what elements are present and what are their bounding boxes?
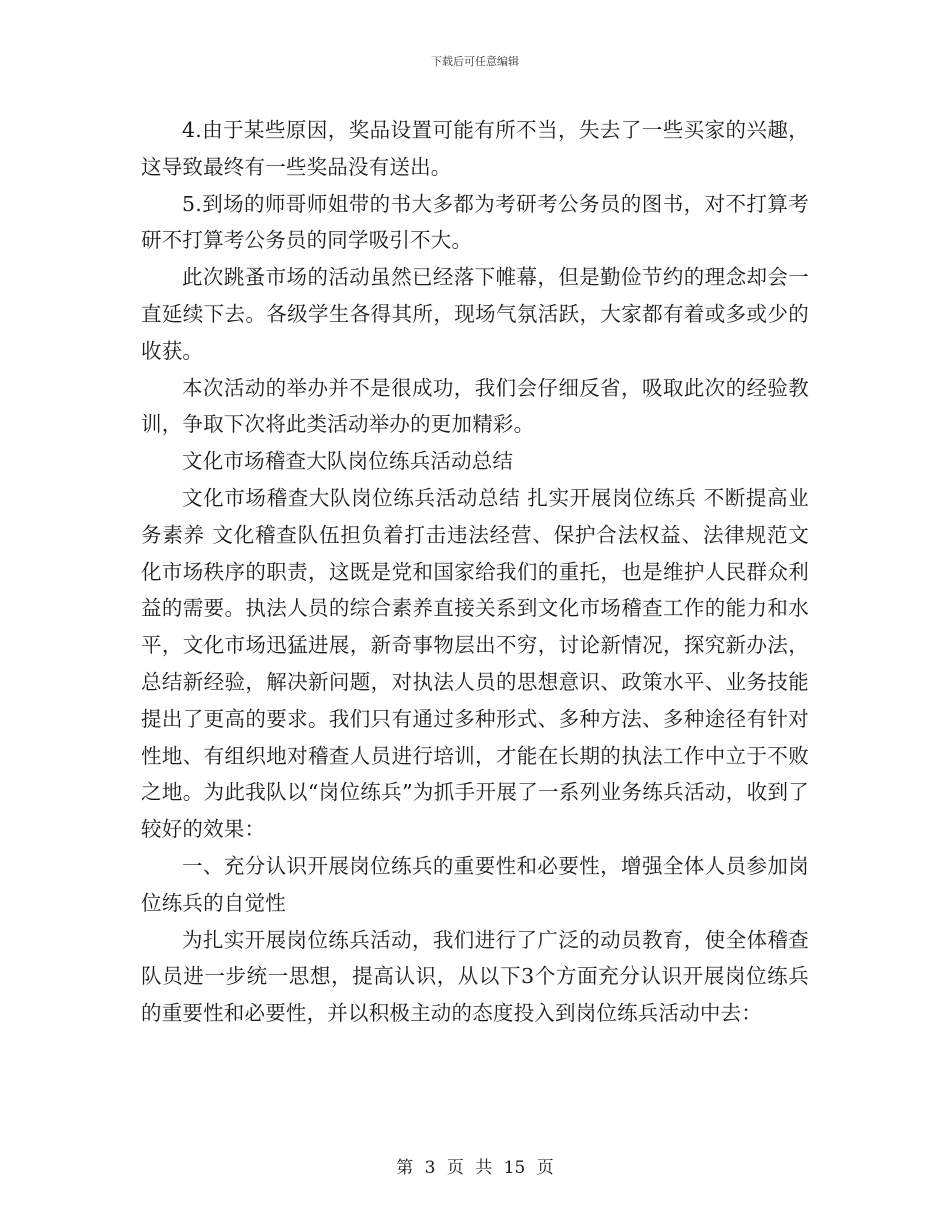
paragraph-reflection: 本次活动的举办并不是很成功，我们会仔细反省，吸取此次的经验教训，争取下次将此类活动举办的更加精彩。 [141,375,809,437]
paragraph-intro: 文化市场稽查大队岗位练兵活动总结 扎实开展岗位练兵 不断提高业务素养 文化稽查队伍担负着打击违法经营、保护合法权益、法律规范文化市场秩序的职责，这既是党和国家给我们的重托，也是维护人民群众利益的需要。执法人员的综合素养直接关系到文化市场稽查工作的能力和水平，文化市场迅猛进展，新奇事物层出不穷，讨论新情况，探究新办法，总结新经验，解决新问题，对执法人员的思想意识、政策水平、业务技能提出了更高的要求。我们只有通过多种形式、多种方法、多种途径有针对性地、有组织地对稽查人员进行培训，才能在长期的执法工作中立于不败之地。为此我队以“岗位练兵”为抓手开展了一系列业务练兵活动，收到了较好的效果： [141,485,809,842]
page-header: 下载后可任意编辑 [431,55,519,68]
document-body [141,112,809,1032]
paragraph-item-5: 5.到场的师哥师姐带的书大多都为考研考公务员的图书，对不打算考研不打算考公务员的同学吸引不大。 [141,191,809,253]
page-footer: 第 3 页 共 15 页 [396,1158,554,1178]
paragraph-summary: 此次跳蚤市场的活动虽然已经落下帷幕，但是勤俭节约的理念却会一直延续下去。各级学生各得其所，现场气氛活跃，大家都有着或多或少的收获。 [141,265,809,363]
paragraph-mobilization: 为扎实开展岗位练兵活动，我们进行了广泛的动员教育，使全体稽查队员进一步统一思想，提高认识，从以下3个方面充分认识开展岗位练兵的重要性和必要性，并以积极主动的态度投入到岗位练兵活动中去： [141,927,809,1026]
section-title: 文化市场稽查大队岗位练兵活动总结 [182,449,514,474]
paragraph-item-4: 4.由于某些原因，奖品设置可能有所不当，失去了一些买家的兴趣，这导致最终有一些奖品没有送出。 [141,118,809,179]
section-heading-one: 一、充分认识开展岗位练兵的重要性和必要性，增强全体人员参加岗位练兵的自觉性 [141,853,809,915]
